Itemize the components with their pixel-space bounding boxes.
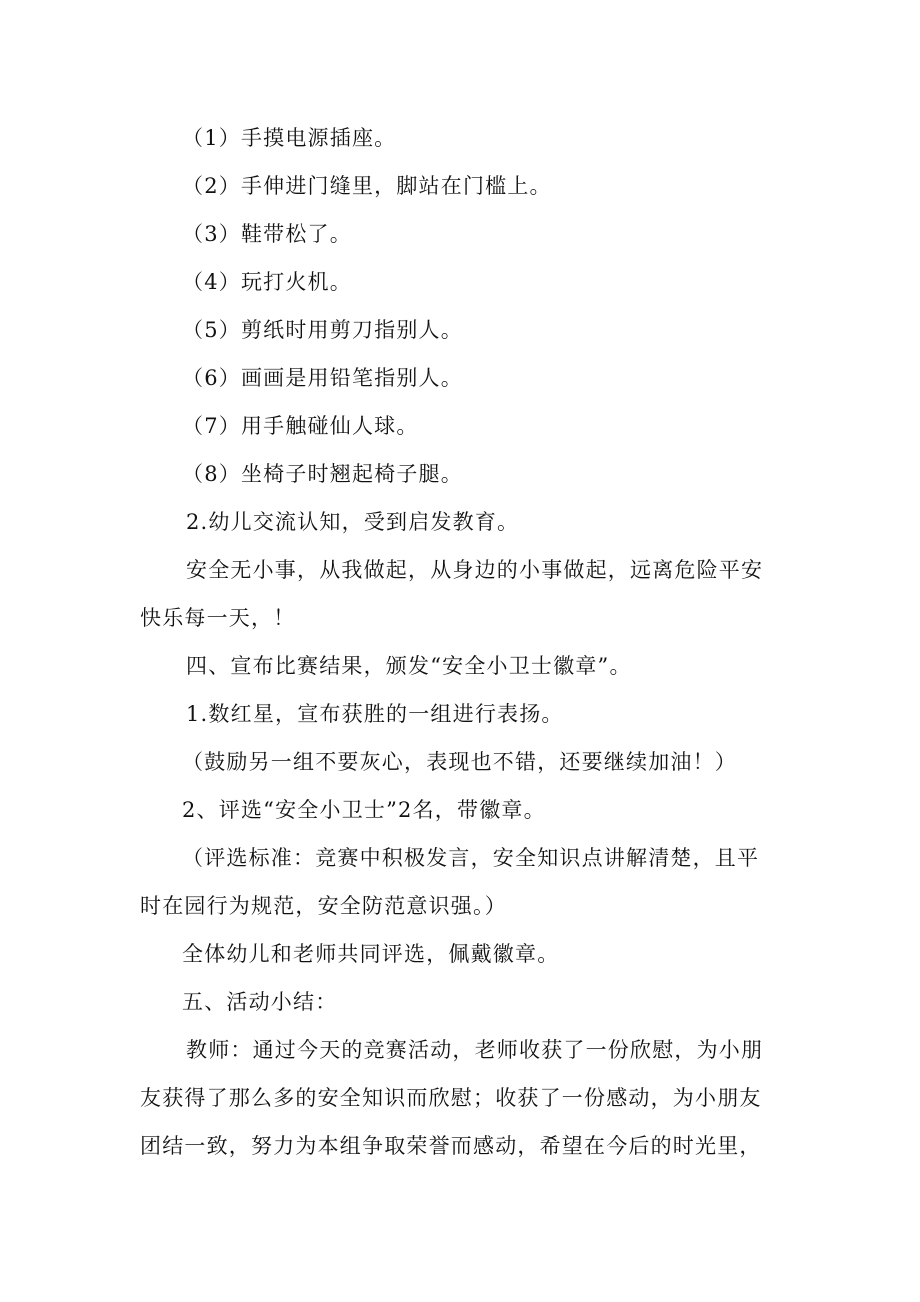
paragraph-step-4-2: 2、评选“安全小卫士”2名，带徽章。 <box>182 798 546 822</box>
list-item-4: （4）玩打火机。 <box>182 270 352 294</box>
list-item-5: （5）剪纸时用剪刀指别人。 <box>182 318 463 342</box>
paragraph-step-2: 2.幼儿交流认知，受到启发教育。 <box>186 510 520 534</box>
paragraph-badge-award: 全体幼儿和老师共同评选，佩戴徽章。 <box>182 942 560 966</box>
list-item-2: （2）手伸进门缝里，脚站在门槛上。 <box>182 174 552 198</box>
document-body <box>140 114 785 1170</box>
list-item-7: （7）用手触碰仙人球。 <box>182 414 419 438</box>
list-item-3: （3）鞋带松了。 <box>182 222 352 246</box>
section-heading-5: 五、活动小结： <box>182 990 338 1014</box>
section-heading-4: 四、宣布比赛结果，颁发“安全小卫士徽章”。 <box>186 654 632 678</box>
list-item-8: （8）坐椅子时翘起椅子腿。 <box>182 462 463 486</box>
list-item-6: （6）画画是用铅笔指别人。 <box>182 366 463 390</box>
paragraph-encouragement: （鼓励另一组不要灰心，表现也不错，还要继续加油！） <box>182 750 737 774</box>
paragraph-summary-line-1: 教师：通过今天的竞赛活动，老师收获了一份欣慰，为小朋 <box>186 1038 764 1062</box>
list-item-1: （1）手摸电源插座。 <box>182 126 397 150</box>
paragraph-criteria-line-1: （评选标准：竞赛中积极发言，安全知识点讲解清楚，且平 <box>182 846 760 870</box>
paragraph-summary-line-2: 友获得了那么多的安全知识而欣慰；收获了一份感动，为小朋友 <box>140 1086 762 1110</box>
paragraph-step-4-1: 1.数红星，宣布获胜的一组进行表扬。 <box>186 702 564 726</box>
paragraph-summary-line-3: 团结一致，努力为本组争取荣誉而感动，希望在今后的时光里， <box>140 1134 762 1158</box>
paragraph-criteria-line-2: 时在园行为规范，安全防范意识强。） <box>140 894 507 918</box>
paragraph-safety-slogan-line-2: 快乐每一天，！ <box>140 606 296 630</box>
paragraph-safety-slogan-line-1: 安全无小事，从我做起，从身边的小事做起，远离危险平安 <box>186 558 764 582</box>
